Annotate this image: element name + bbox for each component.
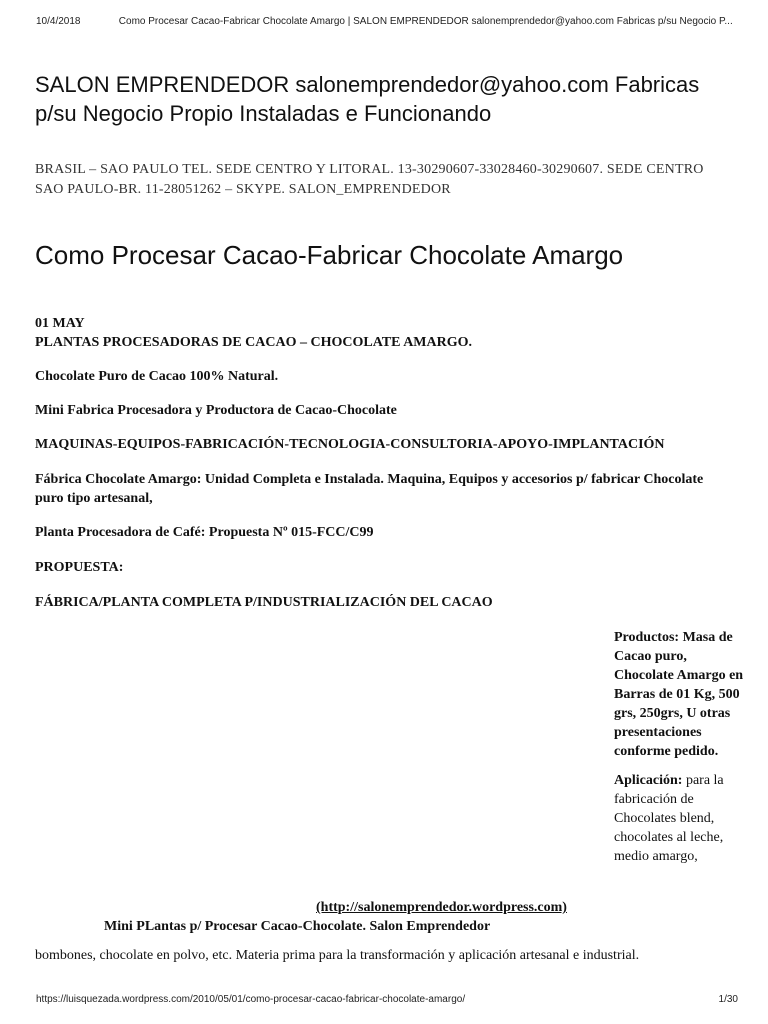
bottom-paragraph: bombones, chocolate en polvo, etc. Materia prima para la transformación y aplicación artesanal e industrial. [35, 948, 640, 963]
print-url: https://luisquezada.wordpress.com/2010/05/01/como-procesar-cacao-fabricar-chocolate-amargo/ [36, 994, 466, 1005]
post-date: 01 MAY [35, 316, 85, 331]
print-page-number: 1/30 [718, 994, 738, 1005]
print-page-title: Como Procesar Cacao-Fabricar Chocolate Amargo | SALON EMPRENDEDOR salonemprendedor@yahoo.com Fabricas p/su Negocio P... [118, 16, 733, 27]
product-sidebar [614, 628, 744, 876]
image-source-link[interactable]: (http://salonemprendedor.wordpress.com) [316, 900, 567, 915]
aplicacion-description: para la fabricación de Chocolates blend, chocolates al leche, medio amargo, [614, 773, 724, 864]
print-header [36, 16, 738, 27]
paragraph-maquinas: MAQUINAS-EQUIPOS-FABRICACIÓN-TECNOLOGIA-CONSULTORIA-APOYO-IMPLANTACIÓN [35, 437, 665, 452]
aplicacion-text [614, 771, 744, 866]
paragraph-planta-cafe: Planta Procesadora de Café: Propuesta Nº 015-FCC/C99 [35, 525, 374, 540]
paragraph-chocolate-puro: Chocolate Puro de Cacao 100% Natural. [35, 369, 279, 384]
productos-text: Productos: Masa de Cacao puro, Chocolate Amargo en Barras de 01 Kg, 500 grs, 250grs, U otras presentaciones conforme pedido. [614, 630, 744, 759]
print-footer [36, 994, 738, 1005]
image-caption: Mini PLantas p/ Procesar Cacao-Chocolate. Salon Emprendedor [104, 919, 491, 934]
post-title[interactable]: Como Procesar Cacao-Fabricar Chocolate Amargo [35, 240, 624, 270]
print-date: 10/4/2018 [36, 16, 81, 27]
paragraph-fabrica-planta: FÁBRICA/PLANTA COMPLETA P/INDUSTRIALIZACIÓN DEL CACAO [35, 595, 493, 610]
aplicacion-label: Aplicación: [614, 773, 683, 788]
paragraph-fabrica-chocolate: Fábrica Chocolate Amargo: Unidad Completa e Instalada. Maquina, Equipos y accesorios p/ fabricar Chocolate puro tipo artesanal, [35, 472, 704, 506]
site-description: BRASIL – SAO PAULO TEL. SEDE CENTRO Y LITORAL. 13-30290607-33028460-30290607. SEDE CENTRO SAO PAULO-BR. 11-28051262 – SKYPE. SALON_EMPRENDEDOR [35, 162, 704, 197]
paragraph-propuesta: PROPUESTA: [35, 560, 124, 575]
paragraph-plantas: PLANTAS PROCESADORAS DE CACAO – CHOCOLATE AMARGO. [35, 335, 473, 350]
paragraph-mini-fabrica: Mini Fabrica Procesadora y Productora de Cacao-Chocolate [35, 403, 397, 418]
site-title[interactable]: SALON EMPRENDEDOR salonemprendedor@yahoo.com Fabricas p/su Negocio Propio Instaladas e Funcionando [35, 72, 700, 126]
